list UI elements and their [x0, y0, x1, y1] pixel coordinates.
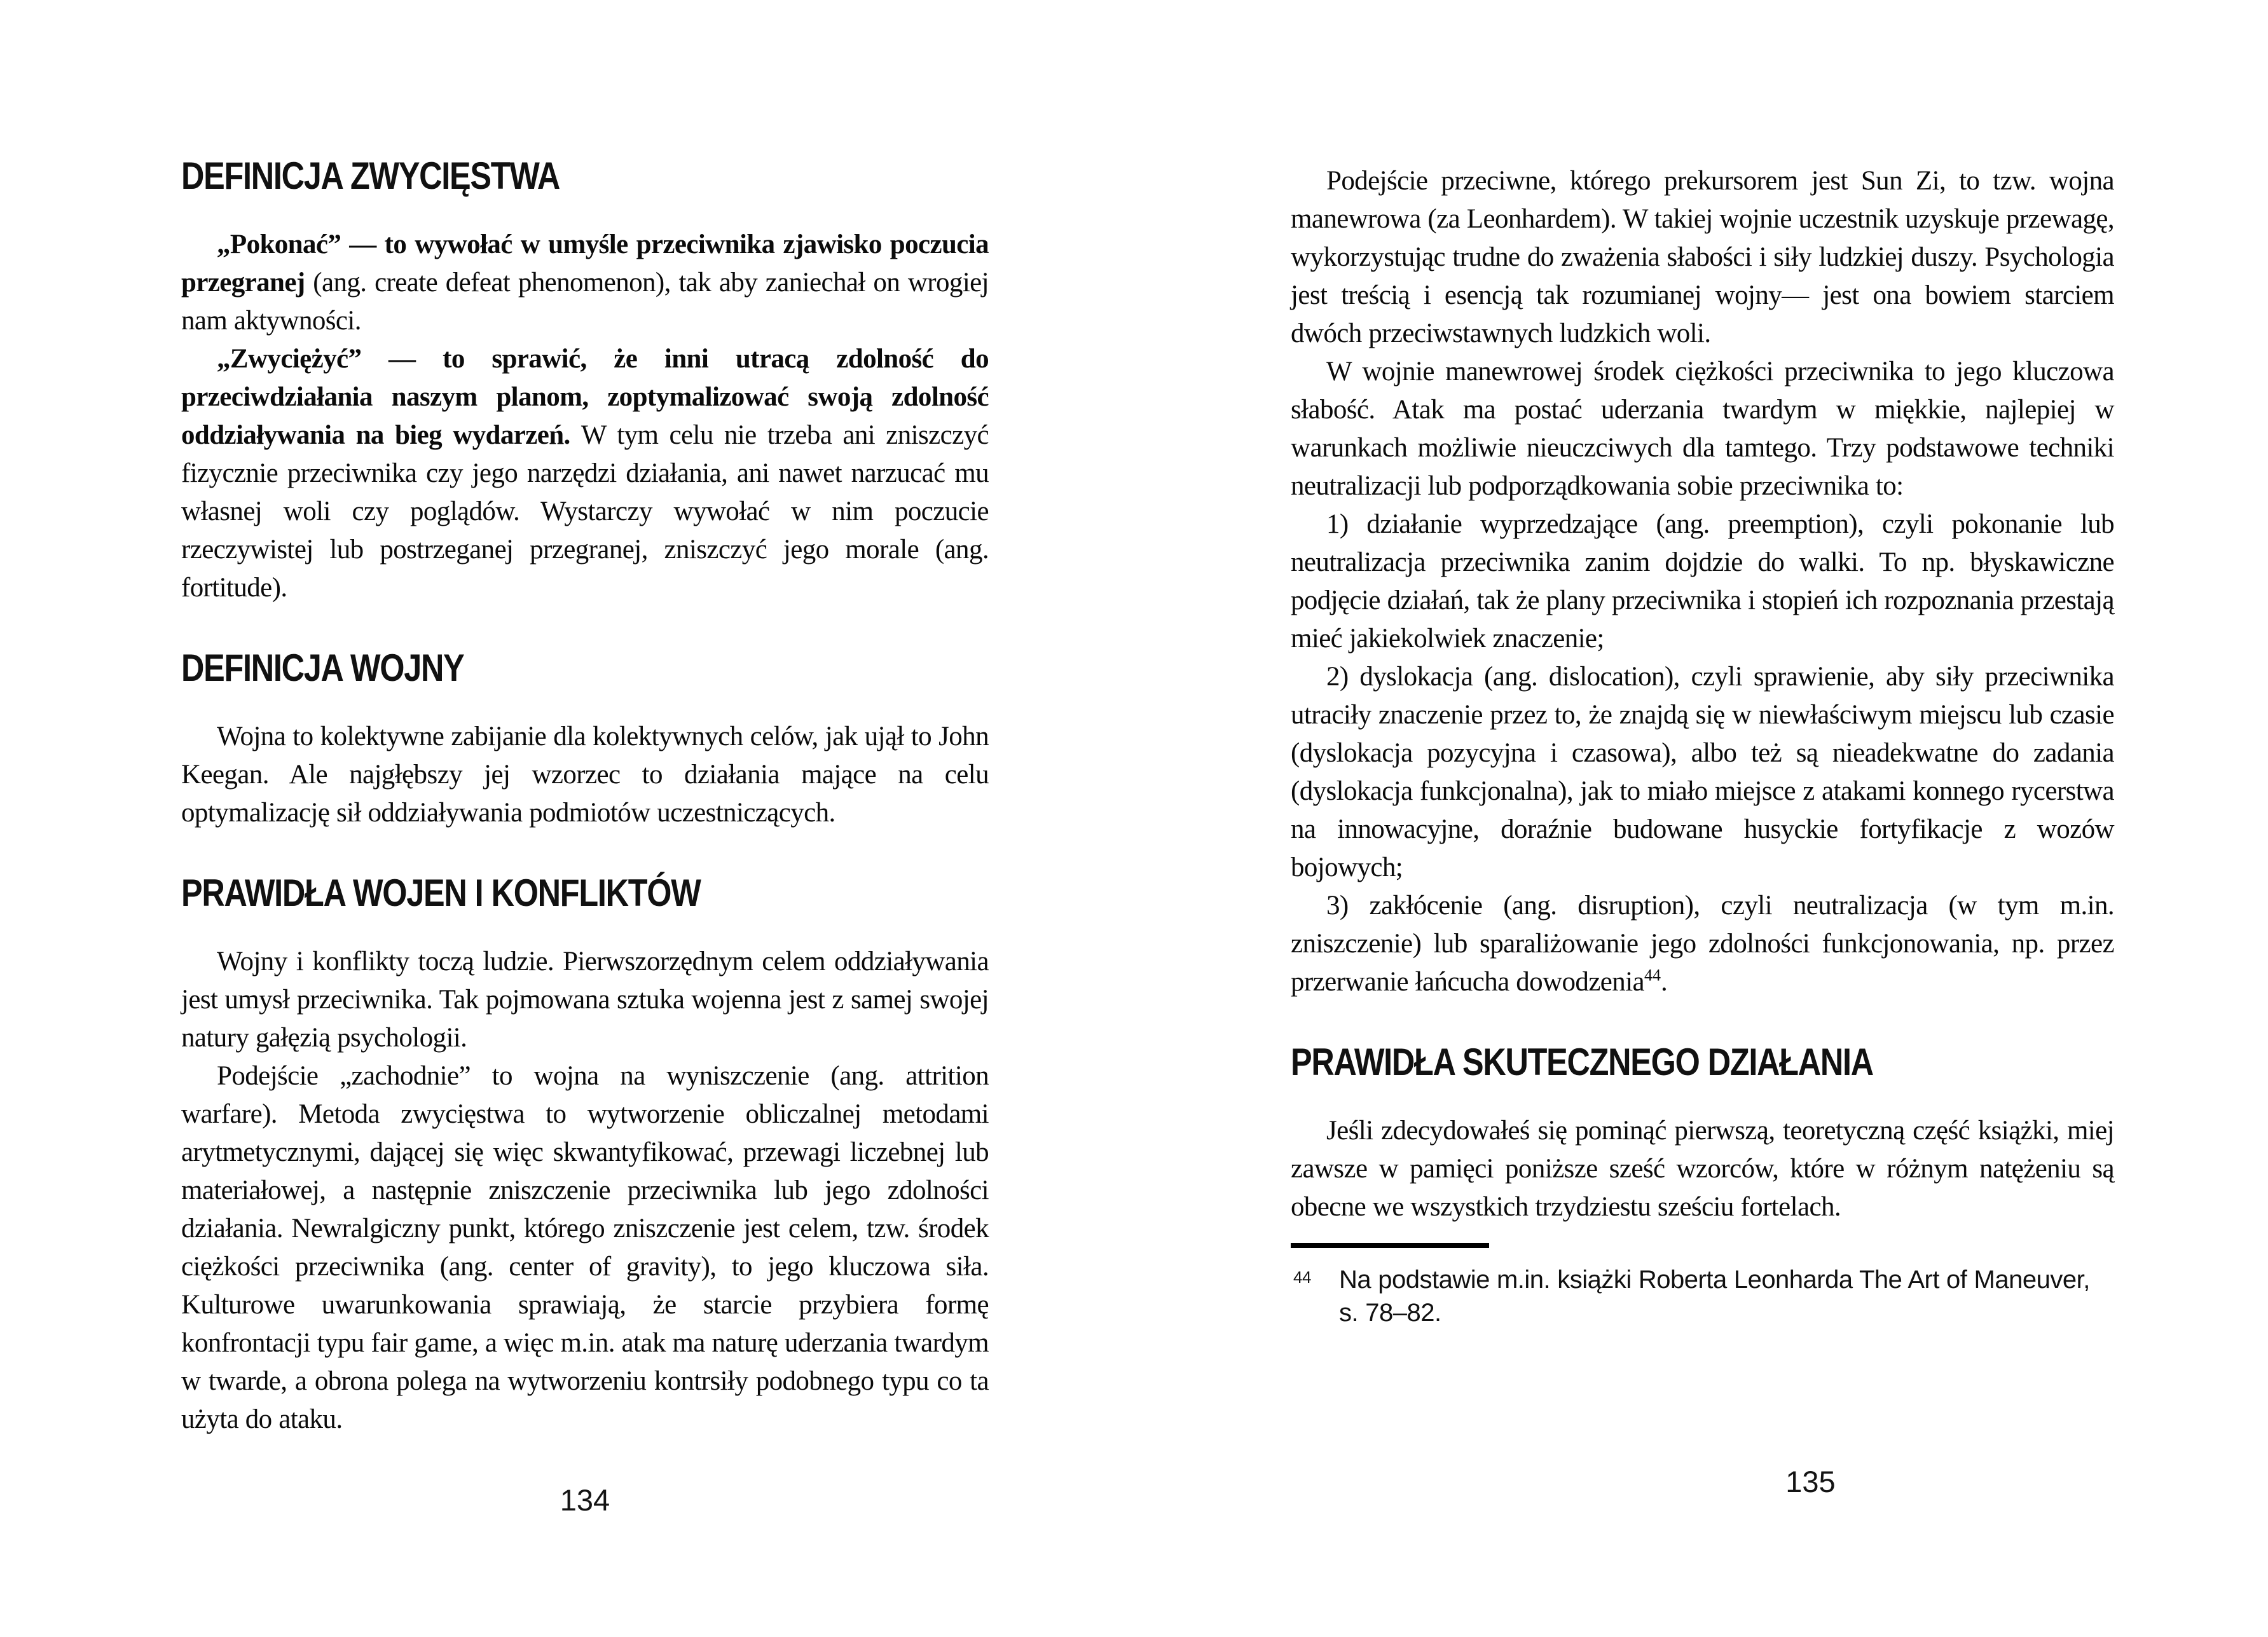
paragraph: Podejście przeciwne, którego prekursorem jest Sun Zi, to tzw. wojna manewrowa (za Leonhardem). W takiej wojnie uczestnik uzyskuje przewagę, wykorzystując trudne do zważenia słabości i siły ludzkiej duszy. Psychologia jest treścią i esencją tak rozumianej wojny— jest ona bowiem starciem dwóch przeciwstawnych ludzkich woli. [1291, 166, 2114, 348]
paragraph-text: 3) zakłócenie (ang. disruption), czyli neutralizacja (w tym m.in. zniszczenie) lub sparaliżowanie jego zdolności funkcjonowania, np. przez przerwanie łańcucha dowodzenia [1291, 891, 2114, 997]
footnote-reference: 44 [1644, 966, 1661, 985]
paragraph: Podejście „zachodnie” to wojna na wyniszczenie (ang. attrition warfare). Metoda zwycięstwa to wytworzenie obliczalnej metodami arytmetycznymi, dającej się więc skwantyfikować, przewagi liczebnej lub materiałowej, a następnie zniszczenie przeciwnika lub jego zdolności działania. Newralgiczny punkt, którego zniszczenie jest celem, tzw. środek ciężkości przeciwnika (ang. center of gravity), to jego kluczowa siła. Kulturowe uwarunkowania sprawiają, że starcie przybiera formę konfrontacji typu fair game, a więc m.in. atak ma naturę uderzania twardym w twarde, a obrona polega na wytworzeniu kontrsiły podobnego typu co ta użyta do ataku. [181, 1061, 989, 1434]
paragraph-text: . [1661, 967, 1668, 997]
footnote [1291, 1263, 2114, 1329]
paragraph-text: W tym celu nie trzeba ani zniszczyć fizycznie przeciwnika czy jego narzędzi działania, ani nawet narzucać mu własnej woli czy poglądów. Wystarczy wywołać w nim poczucie rzeczywistej lub postrzeganej przegranej, zniszczyć jego morale (ang. fortitude). [181, 420, 989, 603]
page-number-left: 134 [560, 1483, 610, 1517]
paragraph [181, 226, 989, 340]
section-heading-definicja-zwyciestwa: DEFINICJA ZWYCIĘSTWA [181, 154, 560, 197]
paragraph: W wojnie manewrowej środek ciężkości przeciwnika to jego kluczowa słabość. Atak ma postać uderzania twardym w miękkie, najlepiej w warunkach możliwie nieuczciwych dla tamtego. Trzy podstawowe techniki neutralizacji lub podporządkowania sobie przeciwnika to: [1291, 357, 2114, 501]
section-heading-prawidla-skutecznego-dzialania: PRAWIDŁA SKUTECZNEGO DZIAŁANIA [1291, 1041, 1873, 1083]
paragraph: Jeśli zdecydowałeś się pominąć pierwszą, teoretyczną część książki, miej zawsze w pamięci poniższe sześć wzorców, które w różnym natężeniu są obecne we wszystkich trzydziestu sześciu fortelach. [1291, 1116, 2114, 1222]
paragraph-lead-bold: „Zwyciężyć” — to sprawić, że inni utracą zdolność do przeciwdziałania naszym planom, zoptymalizować swoją zdolność oddziaływania na bieg wydarzeń. [181, 344, 989, 450]
list-item: 2) dyslokacja (ang. dislocation), czyli sprawienie, aby siły przeciwnika utraciły znaczenie przez to, że znajdą się w niewłaściwym miejscu lub czasie (dyslokacja pozycyjna i czasowa), albo też są nieadekwatne do zadania (dyslokacja funkcjonalna), jak to miało miejsce z atakami konnego rycerstwa na innowacyjne, doraźnie budowane husyckie fortyfikacje z wozów bojowych; [1291, 662, 2114, 882]
footnote-marker: 44 [1293, 1268, 1311, 1287]
section-heading-prawidla-wojen: PRAWIDŁA WOJEN I KONFLIKTÓW [181, 872, 701, 914]
paragraph-lead-bold: „Pokonać” — to wywołać w umyśle przeciwnika zjawisko poczucia przegranej [181, 229, 989, 298]
footnote-separator [1291, 1243, 1489, 1248]
section-heading-definicja-wojny: DEFINICJA WOJNY [181, 647, 464, 689]
footnote-text: Na podstawie m.in. książki Roberta Leonharda The Art of Maneuver, s. 78–82. [1339, 1266, 2090, 1327]
paragraph: Wojny i konflikty toczą ludzie. Pierwszorzędnym celem oddziaływania jest umysł przeciwnika. Tak pojmowana sztuka wojenna jest z samej swojej natury gałęzią psychologii. [181, 947, 989, 1053]
page-number-right: 135 [1785, 1465, 1836, 1498]
paragraph-text: (ang. create defeat phenomenon), tak aby zaniechał on wrogiej nam aktywności. [181, 268, 989, 336]
paragraph [181, 340, 989, 607]
list-item [1291, 887, 2114, 1001]
right-page [1291, 162, 2114, 1329]
list-item: 1) działanie wyprzedzające (ang. preemption), czyli pokonanie lub neutralizacja przeciwnika zanim dojdzie do walki. To np. błyskawiczne podjęcie działań, tak że plany przeciwnika i stopień ich rozpoznania przestają mieć jakiekolwiek znaczenie; [1291, 509, 2114, 654]
left-page [181, 156, 989, 1439]
paragraph: Wojna to kolektywne zabijanie dla kolektywnych celów, jak ujął to John Keegan. Ale najgłębszy jej wzorzec to działania mające na celu optymalizację sił oddziaływania podmiotów uczestniczących. [181, 722, 989, 828]
